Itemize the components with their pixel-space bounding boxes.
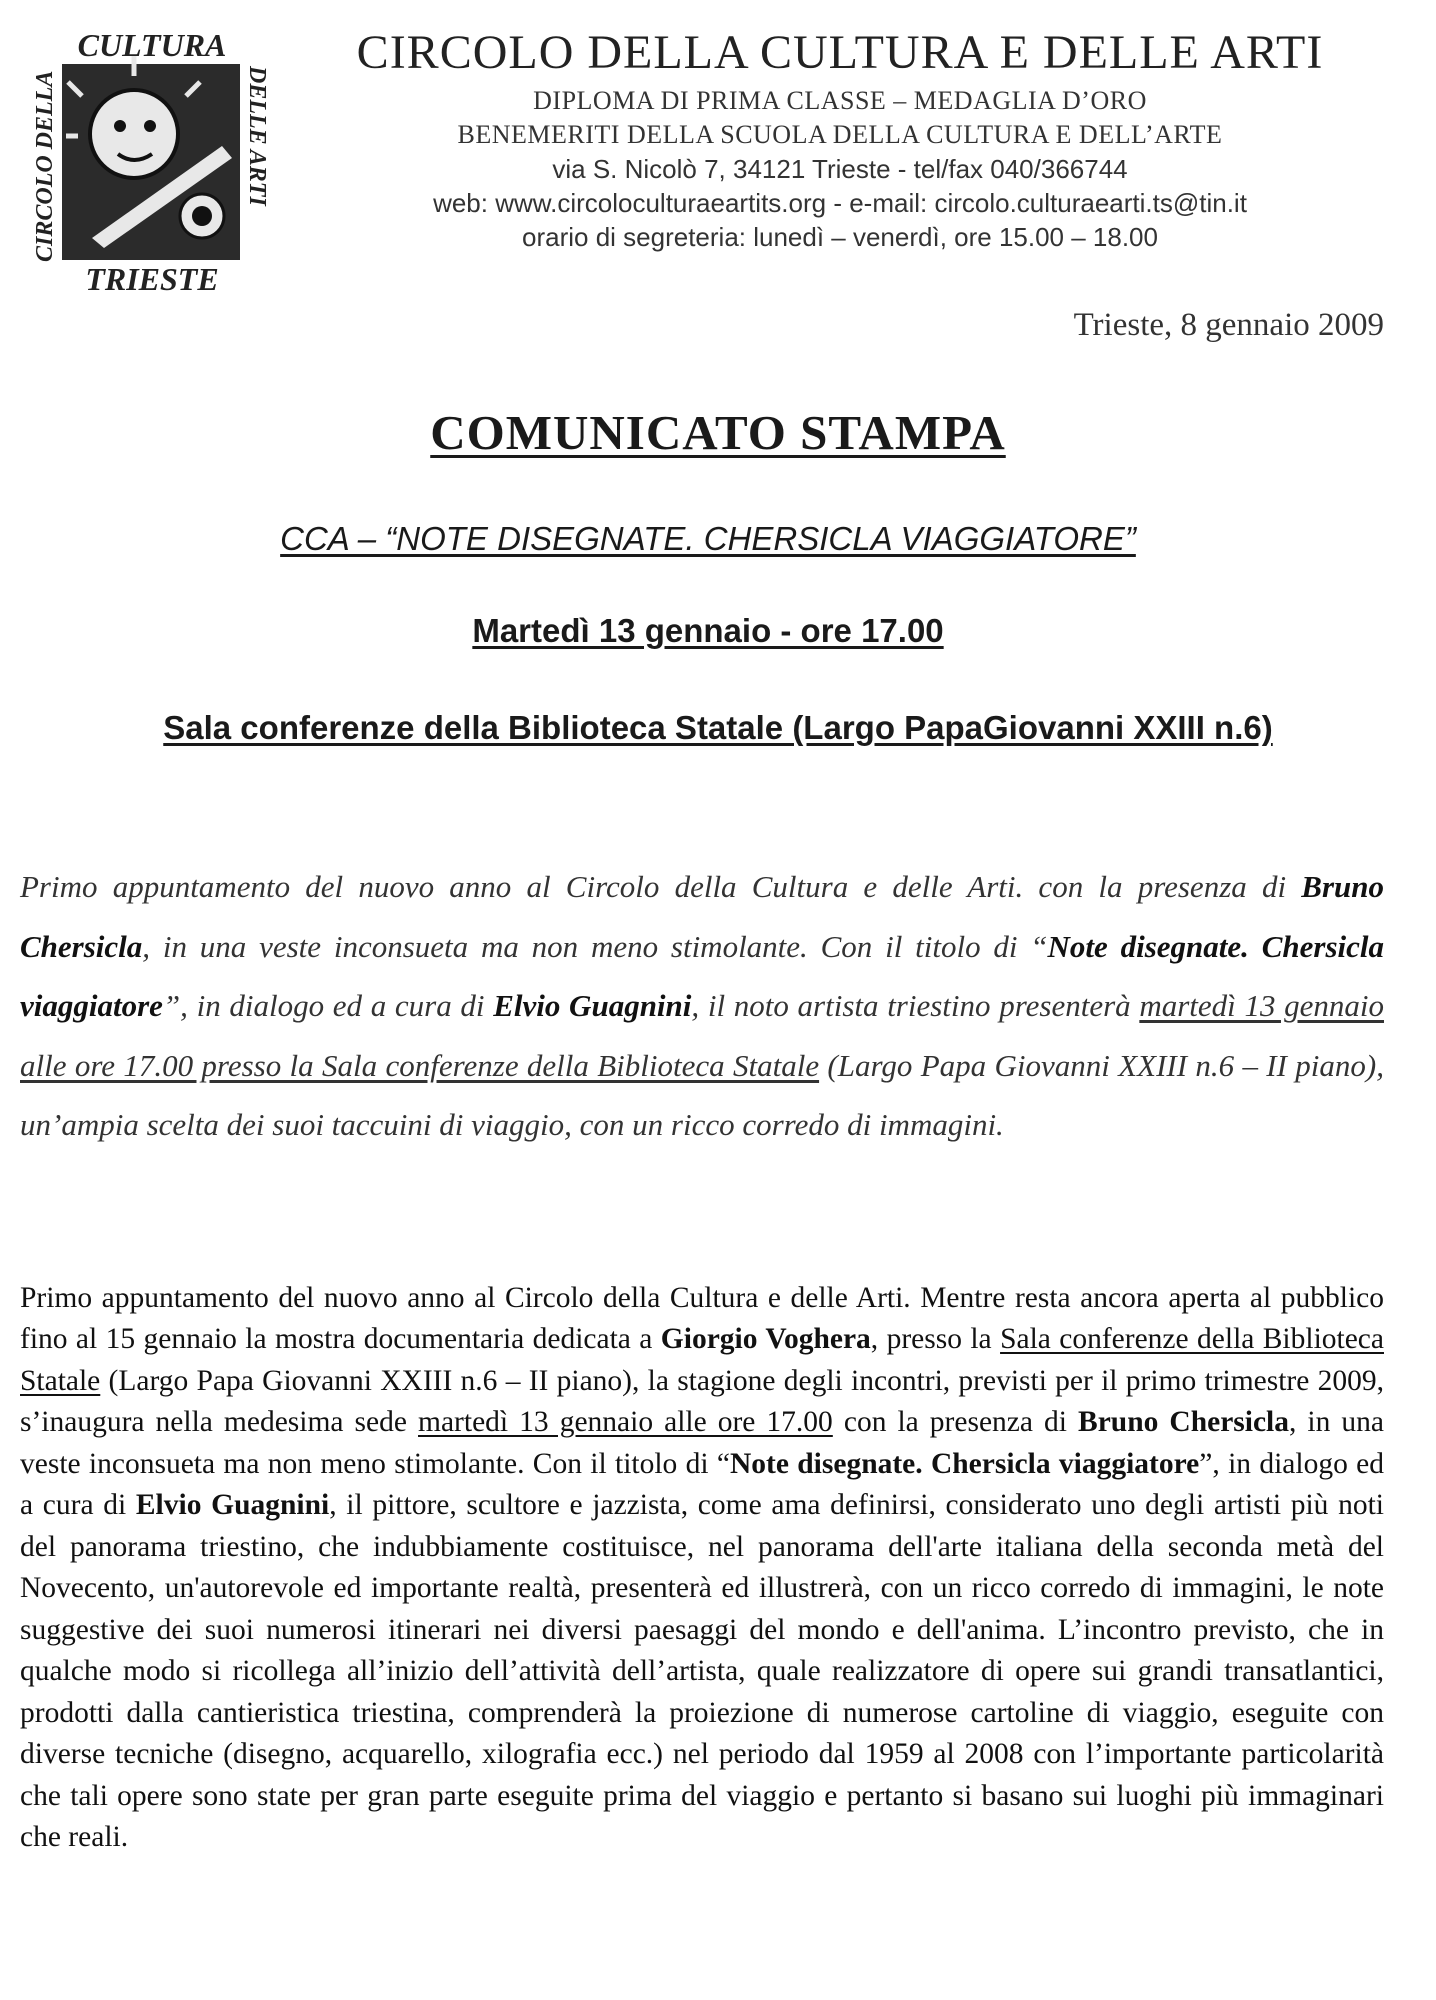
text-run: (Largo Papa Giovanni XXIII n.6 – II piano), la stagione degli incontri, previsti per il primo trimestre 2009, s’inaugura nella medesima sede	[20, 1364, 1384, 1438]
underlined-run: martedì 13 gennaio alle ore 17.00 presso la Sala conferenze della Biblioteca Statale	[20, 988, 1384, 1083]
text-run: ”, in dialogo ed a cura di	[162, 988, 494, 1023]
text-run: (Largo Papa Giovanni XXIII n.6 – II piano), un’ampia scelta dei suoi taccuini di viaggio, con un ricco corredo di immagini.	[20, 1047, 1384, 1142]
letterhead	[340, 22, 1340, 254]
header-address: via S. Nicolò 7, 34121 Trieste - tel/fax 040/366744	[552, 154, 1128, 184]
bold-run: Note disegnate. Chersicla viaggiatore	[729, 1447, 1200, 1480]
underlined-run: martedì 13 gennaio alle ore 17.00	[418, 1406, 833, 1438]
logo-bottom-text: TRIESTE	[85, 261, 219, 297]
document-date: Trieste, 8 gennaio 2009	[1073, 307, 1384, 343]
bold-run: Note disegnate. Chersicla viaggiatore	[20, 928, 1384, 1023]
text-run: , il pittore, scultore e jazzista, come ama definirsi, considerato uno degli artisti più noti del panorama triestino, che indubbiamente costituisce, nel panorama dell'arte italiana della seconda metà del Novecento, un'autorevole ed importante realtà, presenterà ed illustrerà, con un ricco corredo di immagini, le note suggestive dei suoi numerosi itinerari nei diversi paesaggi del mondo e dell'anima. L’incontro previsto, che in qualche modo si ricollega all’inizio dell’attività dell’artista, quale realizzatore di opere sui grandi transatlantici, prodotti dalla cantieristica triestina, comprenderà la proiezione di numerose cartoline di viaggio, eseguite con diverse tecniche (disegno, acquarello, xilografia ecc.) nel periodo dal 1959 al 2008 con l’importante particolarità che tali opere sono state per gran parte eseguite prima del viaggio e pertanto si basano sui luoghi più immaginari che reali.	[20, 1489, 1384, 1853]
logo-top-text: CULTURA	[77, 27, 227, 63]
event-location	[0, 709, 1436, 747]
italic-summary-paragraph	[20, 857, 1384, 1155]
text-run: Primo appuntamento del nuovo anno al Circolo della Cultura e delle Arti. con la presenza di	[20, 869, 1302, 904]
header-web: web: www.circoloculturaeartits.org - e-mail: circolo.culturaearti.ts@tin.it	[433, 188, 1247, 218]
logo-right-text: DELLE ARTI	[244, 66, 270, 206]
header-hours: orario di segreteria: lunedì – venerdì, ore 15.00 – 18.00	[522, 222, 1158, 252]
when-text: Martedì 13 gennaio - ore 17.00	[472, 612, 944, 649]
where-text: Sala conferenze della Biblioteca Statale (Largo PapaGiovanni XXIII n.6)	[163, 709, 1273, 746]
bold-run: Bruno Chersicla	[1078, 1406, 1289, 1438]
event-subtitle	[0, 520, 1416, 558]
bold-run: Giorgio Voghera	[660, 1323, 871, 1355]
text-run: con la presenza di	[832, 1406, 1079, 1438]
text-run: ”, in dialogo ed a cura di	[20, 1447, 1384, 1521]
logo-face	[90, 90, 178, 178]
text-run: , in una veste inconsueta ma non meno stimolante. Con il titolo di “	[142, 928, 1048, 964]
body-paragraph	[20, 1278, 1384, 1859]
title-text: COMUNICATO STAMPA	[430, 405, 1006, 460]
header-merit: BENEMERITI DELLA SCUOLA DELLA CULTURA E DELL’ARTE	[457, 120, 1223, 149]
bold-run: Elvio Guagnini	[135, 1489, 330, 1521]
text-run: , in una veste inconsueta ma non meno stimolante. Con il titolo di “	[20, 1406, 1384, 1480]
logo-left-text: CIRCOLO DELLA	[32, 70, 58, 262]
header-award: DIPLOMA DI PRIMA CLASSE – MEDAGLIA D’ORO	[533, 86, 1147, 115]
bold-run: Bruno Chersicla	[20, 869, 1384, 964]
text-run: Primo appuntamento del nuovo anno al Circolo della Cultura e delle Arti. Mentre resta ancora aperta al pubblico fino al 15 gennaio la mostra documentaria dedicata a	[20, 1281, 1384, 1355]
subtitle-text: CCA – “NOTE DISEGNATE. CHERSICLA VIAGGIATORE”	[280, 520, 1136, 557]
document-title	[0, 404, 1436, 461]
circolo-logo	[22, 26, 280, 298]
text-run: , il noto artista triestino presenterà	[691, 988, 1140, 1023]
org-name: CIRCOLO DELLA CULTURA E DELLE ARTI	[356, 26, 1324, 79]
event-date-time	[0, 612, 1416, 650]
text-run: , presso la	[870, 1323, 1001, 1355]
bold-run: Elvio Guagnini	[493, 988, 692, 1023]
underlined-run: Sala conferenze della Biblioteca Statale	[20, 1323, 1384, 1397]
